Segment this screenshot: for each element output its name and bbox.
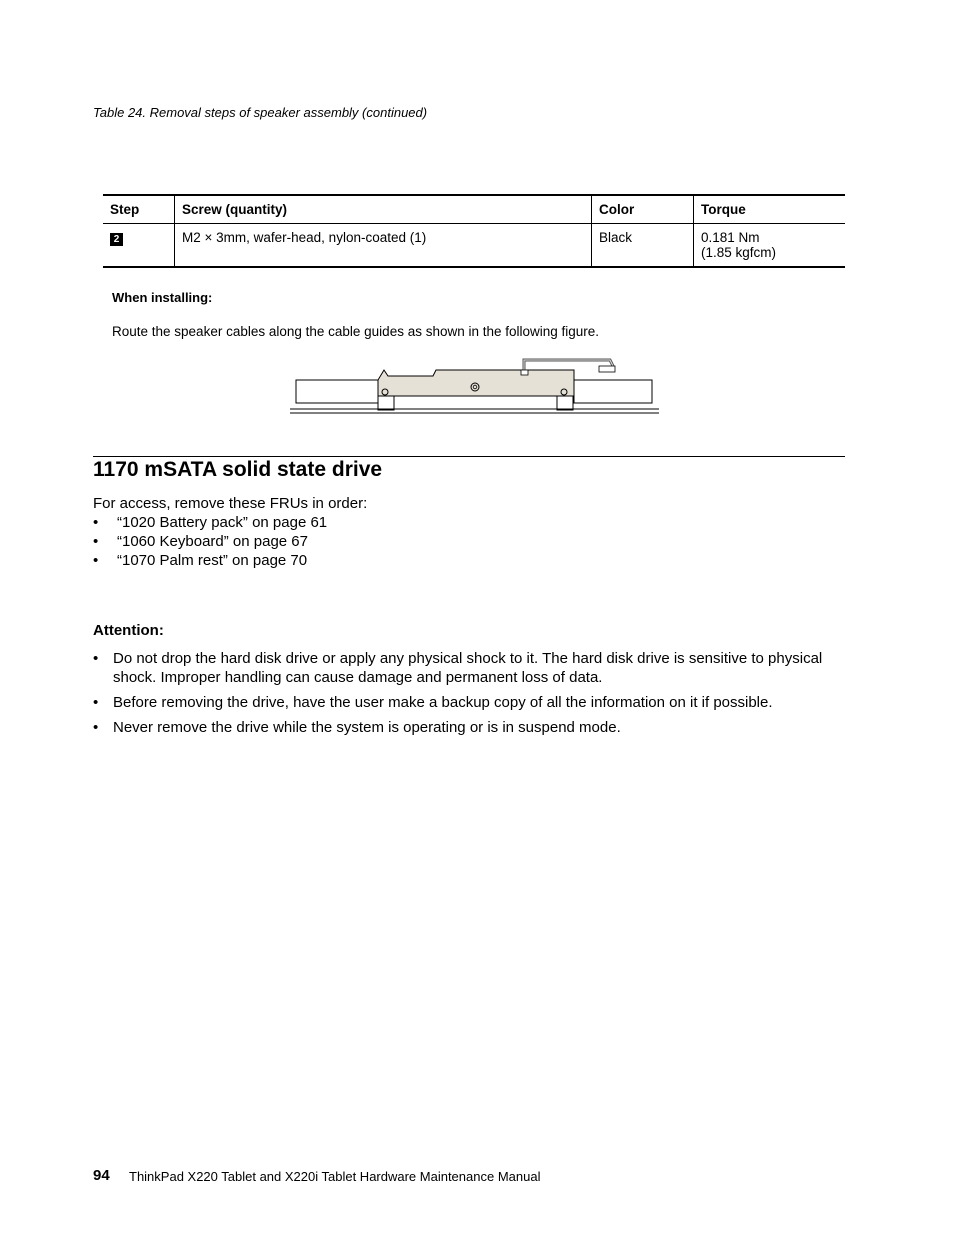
section-divider xyxy=(93,456,845,457)
attention-text: Never remove the drive while the system is operating or is in suspend mode. xyxy=(113,719,621,736)
torque-value: 0.181 Nm xyxy=(701,230,760,245)
list-item xyxy=(93,649,823,687)
route-instruction: Route the speaker cables along the cable guides as shown in the following figure. xyxy=(112,324,600,339)
screw-cell: M2 × 3mm, wafer-head, nylon-coated (1) xyxy=(175,224,592,268)
attention-list xyxy=(93,649,823,743)
table-header-row xyxy=(103,195,845,224)
fru-link[interactable]: “1070 Palm rest” on page 70 xyxy=(117,552,308,569)
right-mount-tab xyxy=(557,396,573,410)
torque-value-alt: (1.85 kgfcm) xyxy=(701,245,777,260)
access-intro: For access, remove these FRUs in order: xyxy=(93,495,368,512)
cable-guide xyxy=(521,370,528,375)
attention-text: Do not drop the hard disk drive or apply any physical shock to it. The hard disk drive is sensitive to physical shock. Improper handling can cause damage and permanent loss of data. xyxy=(113,650,823,686)
list-item xyxy=(93,513,327,532)
color-cell: Black xyxy=(592,224,694,268)
list-item xyxy=(93,551,327,570)
table-caption: Table 24. Removal steps of speaker assembly (continued) xyxy=(93,105,428,120)
section-heading: 1170 mSATA solid state drive xyxy=(93,458,383,481)
step-cell xyxy=(103,224,175,268)
page-number: 94 xyxy=(93,1167,110,1184)
header-screw: Screw (quantity) xyxy=(175,195,592,224)
list-item xyxy=(93,718,823,737)
screw-table xyxy=(103,194,845,268)
header-color: Color xyxy=(592,195,694,224)
header-torque: Torque xyxy=(694,195,846,224)
right-speaker xyxy=(574,380,652,403)
bullet: • xyxy=(93,719,99,736)
bullet: • xyxy=(93,650,99,667)
fru-link[interactable]: “1060 Keyboard” on page 67 xyxy=(117,533,308,550)
speaker-cable-figure xyxy=(288,356,662,418)
bullet: • xyxy=(93,552,99,569)
list-item xyxy=(93,532,327,551)
cable-connector xyxy=(599,366,615,372)
footer-title: ThinkPad X220 Tablet and X220i Tablet Hardware Maintenance Manual xyxy=(129,1169,541,1184)
fru-list xyxy=(93,513,327,570)
list-item xyxy=(93,693,823,712)
attention-title: Attention: xyxy=(93,622,164,639)
left-mount-tab xyxy=(378,396,394,410)
header-step: Step xyxy=(103,195,175,224)
step-number-badge: 2 xyxy=(110,233,123,246)
bullet: • xyxy=(93,514,99,531)
bullet: • xyxy=(93,533,99,550)
torque-cell xyxy=(694,224,846,268)
fru-link[interactable]: “1020 Battery pack” on page 61 xyxy=(117,514,328,531)
left-speaker xyxy=(296,380,378,403)
bullet: • xyxy=(93,694,99,711)
when-installing-label: When installing: xyxy=(112,290,213,305)
table-row xyxy=(103,224,845,268)
attention-text: Before removing the drive, have the user make a backup copy of all the information on it if possible. xyxy=(113,694,773,711)
